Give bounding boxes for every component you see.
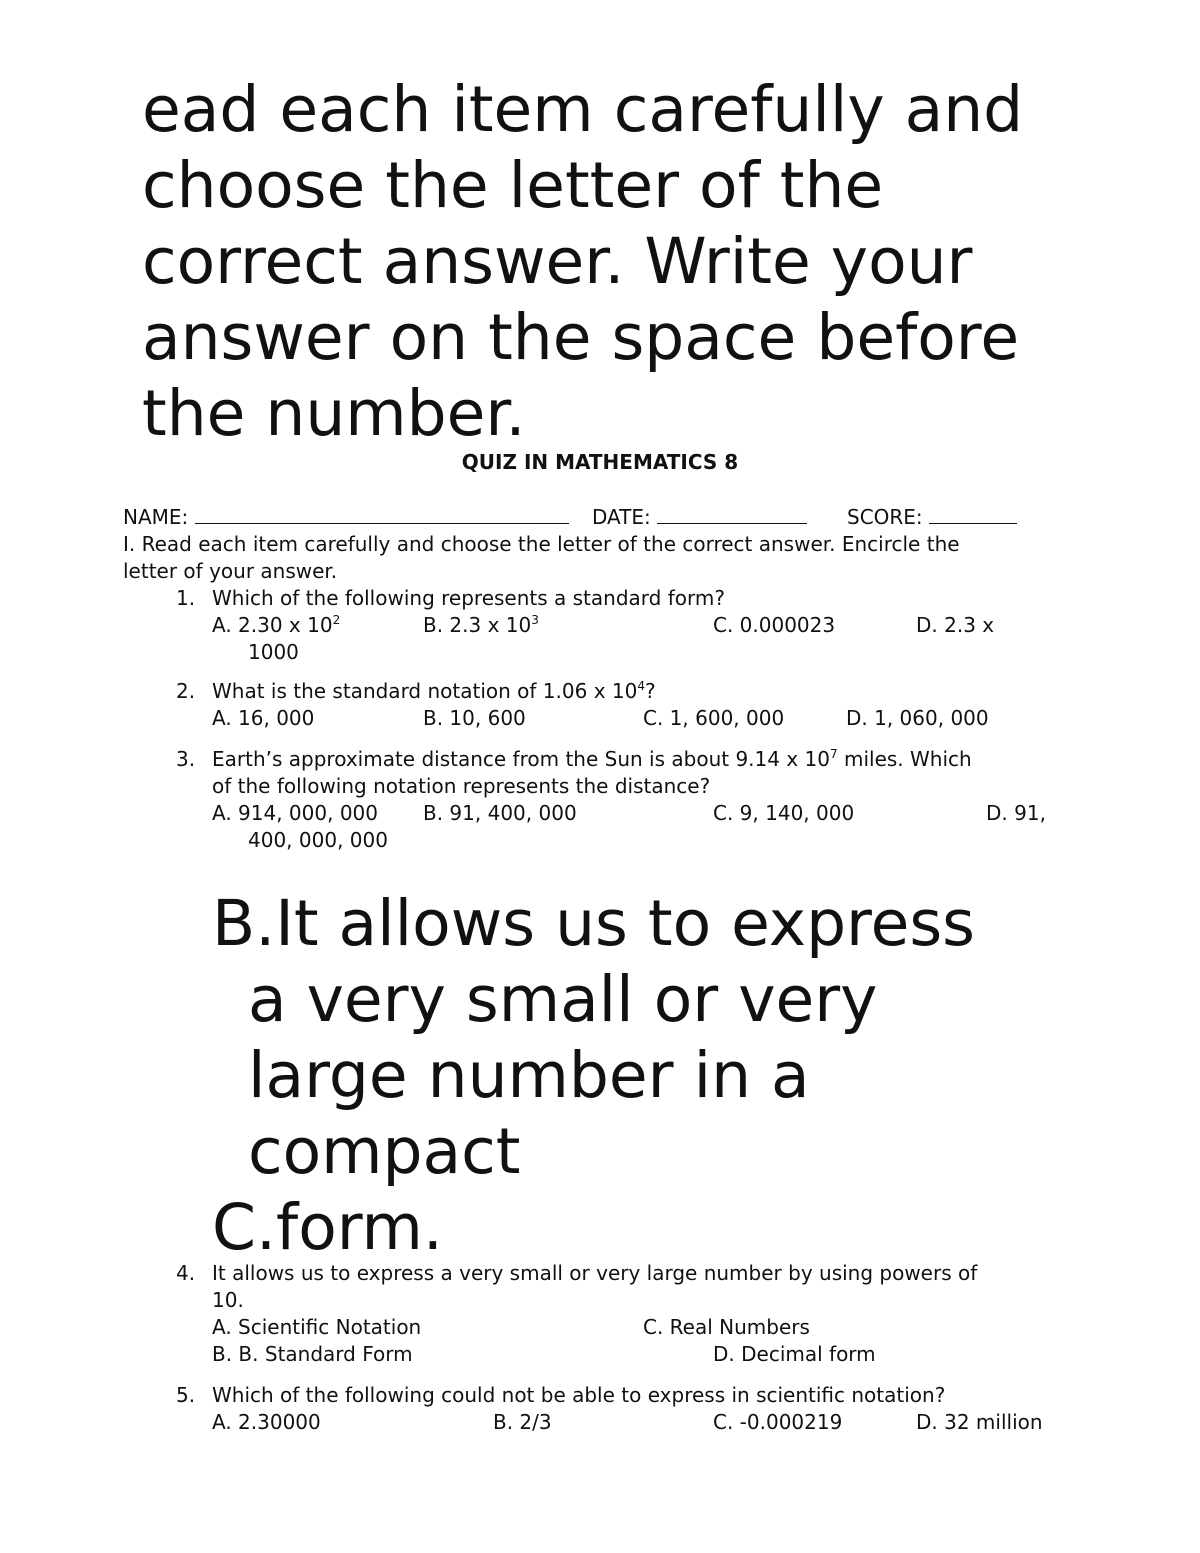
question-text-part: What is the standard notation of 1.06 x 10 (212, 679, 638, 703)
instructions-line: letter of your answer. (123, 559, 338, 583)
quiz-title: QUIZ IN MATHEMATICS 8 (461, 450, 739, 474)
intro-line: ead each item carefully and (142, 73, 1024, 146)
choice-b[interactable] (423, 612, 539, 639)
choice-d[interactable]: D. 1, 060, 000 (846, 706, 989, 730)
large-answer-line: a very small or very (248, 963, 878, 1036)
choice-d[interactable]: D. Decimal form (713, 1342, 876, 1366)
instructions-line: I. Read each item carefully and choose the letter of the correct answer. Encircle the (123, 532, 960, 556)
question-number: 4. (176, 1261, 196, 1285)
choice-b[interactable]: B. B. Standard Form (212, 1342, 413, 1366)
choice-b[interactable]: B. 91, 400, 000 (423, 801, 577, 825)
score-label: SCORE: (847, 505, 923, 529)
choice-a[interactable]: A. 16, 000 (212, 706, 315, 730)
choice-d[interactable]: D. 32 million (916, 1410, 1043, 1434)
large-answer-text (212, 886, 975, 1266)
exponent: 4 (637, 679, 645, 693)
choice-c[interactable]: C. 9, 140, 000 (713, 801, 855, 825)
large-answer-line: C.form. (212, 1191, 443, 1264)
choice-c[interactable]: C. 1, 600, 000 (643, 706, 785, 730)
date-field[interactable] (657, 505, 807, 524)
choice-b[interactable]: B. 10, 600 (423, 706, 526, 730)
name-label: NAME: (123, 505, 189, 529)
choice-a[interactable] (212, 612, 340, 639)
exponent: 7 (829, 747, 838, 761)
choice-d[interactable]: D. 91, (986, 801, 1046, 825)
name-field[interactable] (195, 505, 569, 524)
choice-a[interactable]: A. 2.30000 (212, 1410, 321, 1434)
large-answer-line: B.It allows us to express (212, 887, 975, 960)
name-row (123, 504, 569, 531)
intro-line: answer on the space before (142, 301, 1020, 374)
choice-d-continued: 1000 (248, 640, 299, 664)
question-number: 3. (176, 747, 196, 771)
question-text-part: ? (644, 679, 656, 703)
choice-text: B. 2.3 x 10 (423, 613, 532, 637)
question-text-part: miles. Which (837, 747, 972, 771)
question-text: Which of the following represents a standard form? (212, 586, 725, 610)
question-text-part: Earth’s approximate distance from the Sun is about 9.14 x 10 (212, 747, 830, 771)
choice-a[interactable]: A. 914, 000, 000 (212, 801, 378, 825)
intro-line: choose the letter of the (142, 149, 884, 222)
exponent: 3 (531, 613, 539, 627)
choice-d[interactable]: D. 2.3 x (916, 613, 995, 637)
choice-a[interactable]: A. Scientific Notation (212, 1315, 422, 1339)
choice-c[interactable]: C. Real Numbers (643, 1315, 810, 1339)
question-number: 1. (176, 586, 196, 610)
choice-text: A. 2.30 x 10 (212, 613, 333, 637)
question-text (212, 678, 656, 705)
date-row (592, 504, 807, 531)
question-text-line2: 10. (212, 1288, 244, 1312)
exponent: 2 (332, 613, 341, 627)
question-text (212, 746, 972, 773)
choice-a-continued: 400, 000, 000 (248, 828, 388, 852)
question-text: Which of the following could not be able to express in scientific notation? (212, 1383, 946, 1407)
intro-line: the number. (142, 377, 526, 450)
question-number: 2. (176, 679, 196, 703)
question-number: 5. (176, 1383, 196, 1407)
choice-c[interactable]: C. -0.000219 (713, 1410, 843, 1434)
question-text: It allows us to express a very small or very large number by using powers of (212, 1261, 978, 1285)
large-answer-line: compact (248, 1115, 521, 1188)
date-label: DATE: (592, 505, 651, 529)
intro-text (142, 72, 1102, 452)
score-field[interactable] (929, 505, 1017, 524)
choice-c[interactable]: C. 0.000023 (713, 613, 836, 637)
score-row (847, 504, 1017, 531)
intro-line: correct answer. Write your (142, 225, 973, 298)
large-answer-line: large number in a (248, 1039, 810, 1112)
choice-b[interactable]: B. 2/3 (493, 1410, 552, 1434)
question-text-line2: of the following notation represents the distance? (212, 774, 711, 798)
